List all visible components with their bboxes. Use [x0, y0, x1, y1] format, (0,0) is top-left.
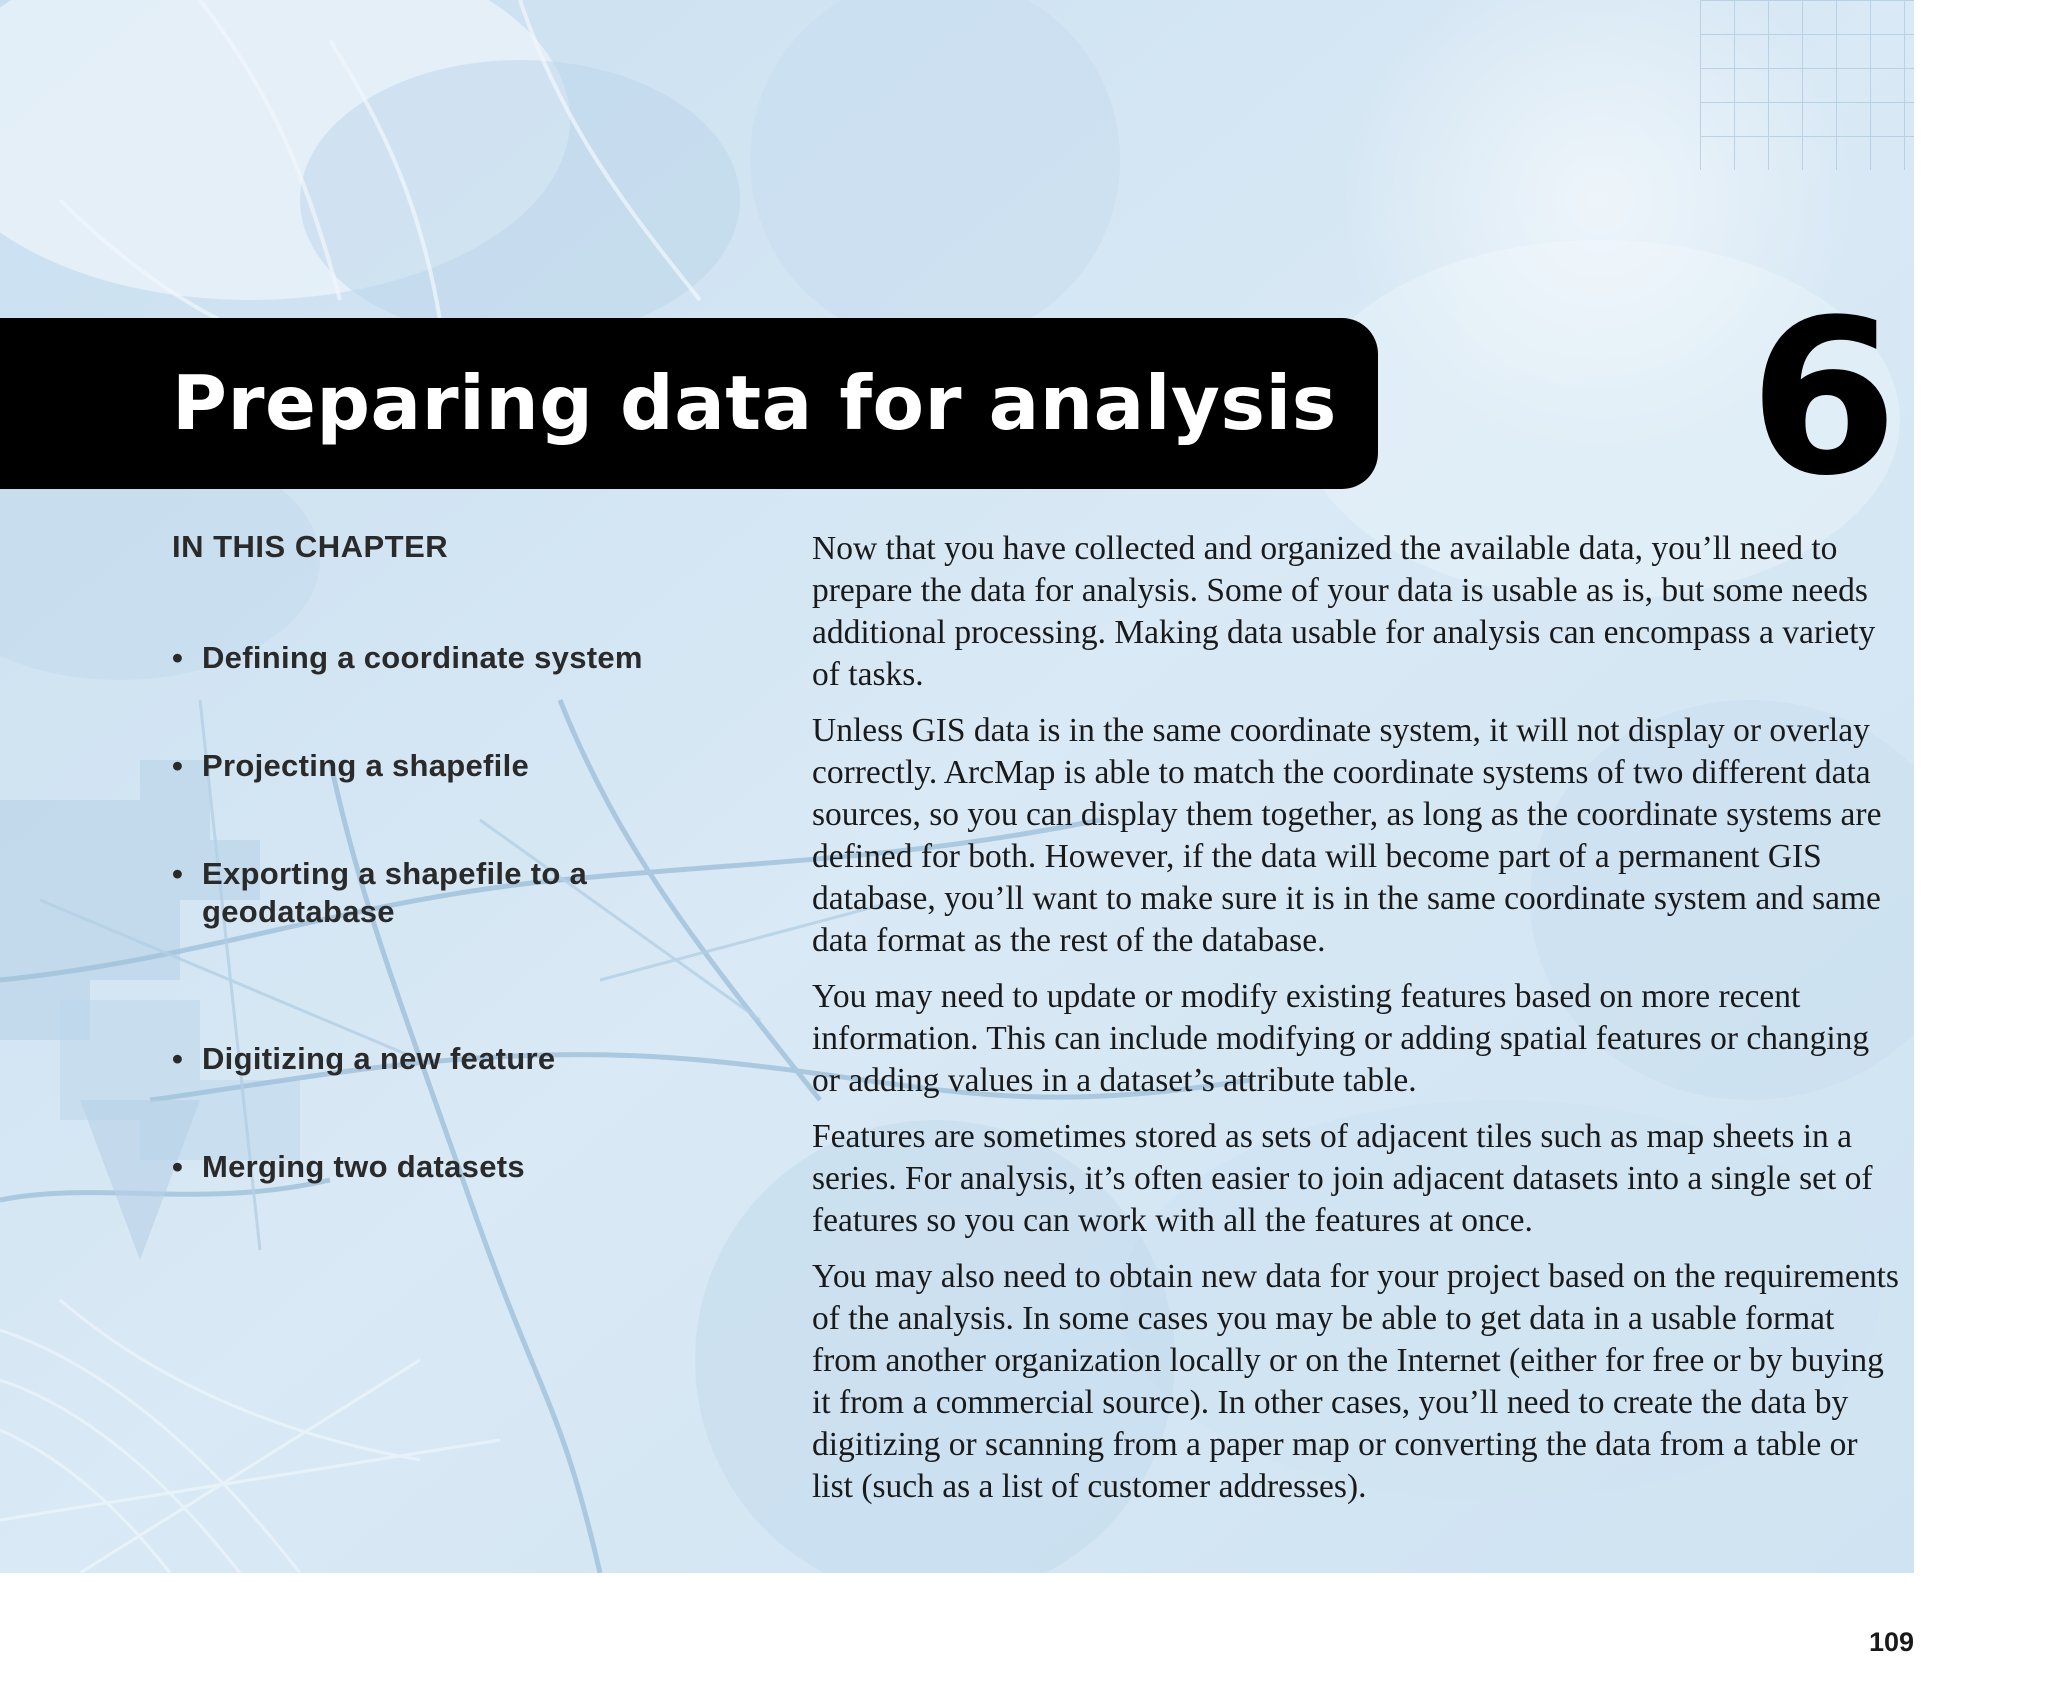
bullet-icon: •	[172, 1041, 184, 1076]
topic-label: Defining a coordinate system	[202, 640, 643, 675]
chapter-intro-text	[812, 528, 1902, 1522]
body-paragraph: You may need to update or modify existing features based on more recent information. This can include modifying or adding spatial features or changing or adding values in a dataset’s attribute table.	[812, 978, 1870, 1099]
chapter-contents-sidebar	[172, 527, 732, 1184]
topic-label: Exporting a shapefile to a geodatabase	[202, 856, 588, 929]
list-item	[172, 1040, 762, 1078]
list-item	[172, 639, 762, 677]
chapter-number: 6	[1749, 274, 1898, 523]
page-number: 109	[1868, 1627, 1914, 1657]
bullet-icon: •	[172, 856, 184, 891]
bullet-icon: •	[172, 640, 184, 675]
list-item	[172, 747, 762, 785]
body-paragraph: Features are sometimes stored as sets of adjacent tiles such as map sheets in a series. For analysis, it’s often easier to join adjacent datasets into a single set of features so you can work with all the features at once.	[812, 1118, 1873, 1239]
topic-label: Merging two datasets	[202, 1149, 525, 1184]
body-paragraph: Now that you have collected and organized the available data, you’ll need to prepare the data for analysis. Some of your data is usable as is, but some needs additional processing. Making data usable for analysis can encompass a variety of tasks.	[812, 530, 1876, 693]
bullet-icon: •	[172, 748, 184, 783]
list-item	[172, 855, 762, 931]
bullet-icon: •	[172, 1149, 184, 1184]
chapter-topic-list	[172, 567, 732, 1184]
sidebar-heading: IN THIS CHAPTER	[172, 529, 449, 564]
list-item	[172, 1148, 762, 1186]
topic-label: Projecting a shapefile	[202, 748, 530, 783]
topic-label: Digitizing a new feature	[202, 1041, 556, 1076]
chapter-title: Preparing data for analysis	[172, 359, 1337, 447]
body-paragraph: Unless GIS data is in the same coordinate system, it will not display or overlay correctly. ArcMap is able to match the coordinate systems of two different data sources, so you can display them together, as long as the coordinate systems are defined for both. However, if the data will become part of a permanent GIS database, you’ll want to make sure it is in the same coordinate system and same data format as the rest of the database.	[812, 712, 1882, 959]
body-paragraph: You may also need to obtain new data for your project based on the requirements of the analysis. In some cases you may be able to get data in a usable format from another organization locally or on the Internet (either for free or by buying it from a commercial source). In other cases, you’ll need to create the data by digitizing or scanning from a paper map or converting the data from a table or list (such as a list of customer addresses).	[812, 1258, 1899, 1505]
